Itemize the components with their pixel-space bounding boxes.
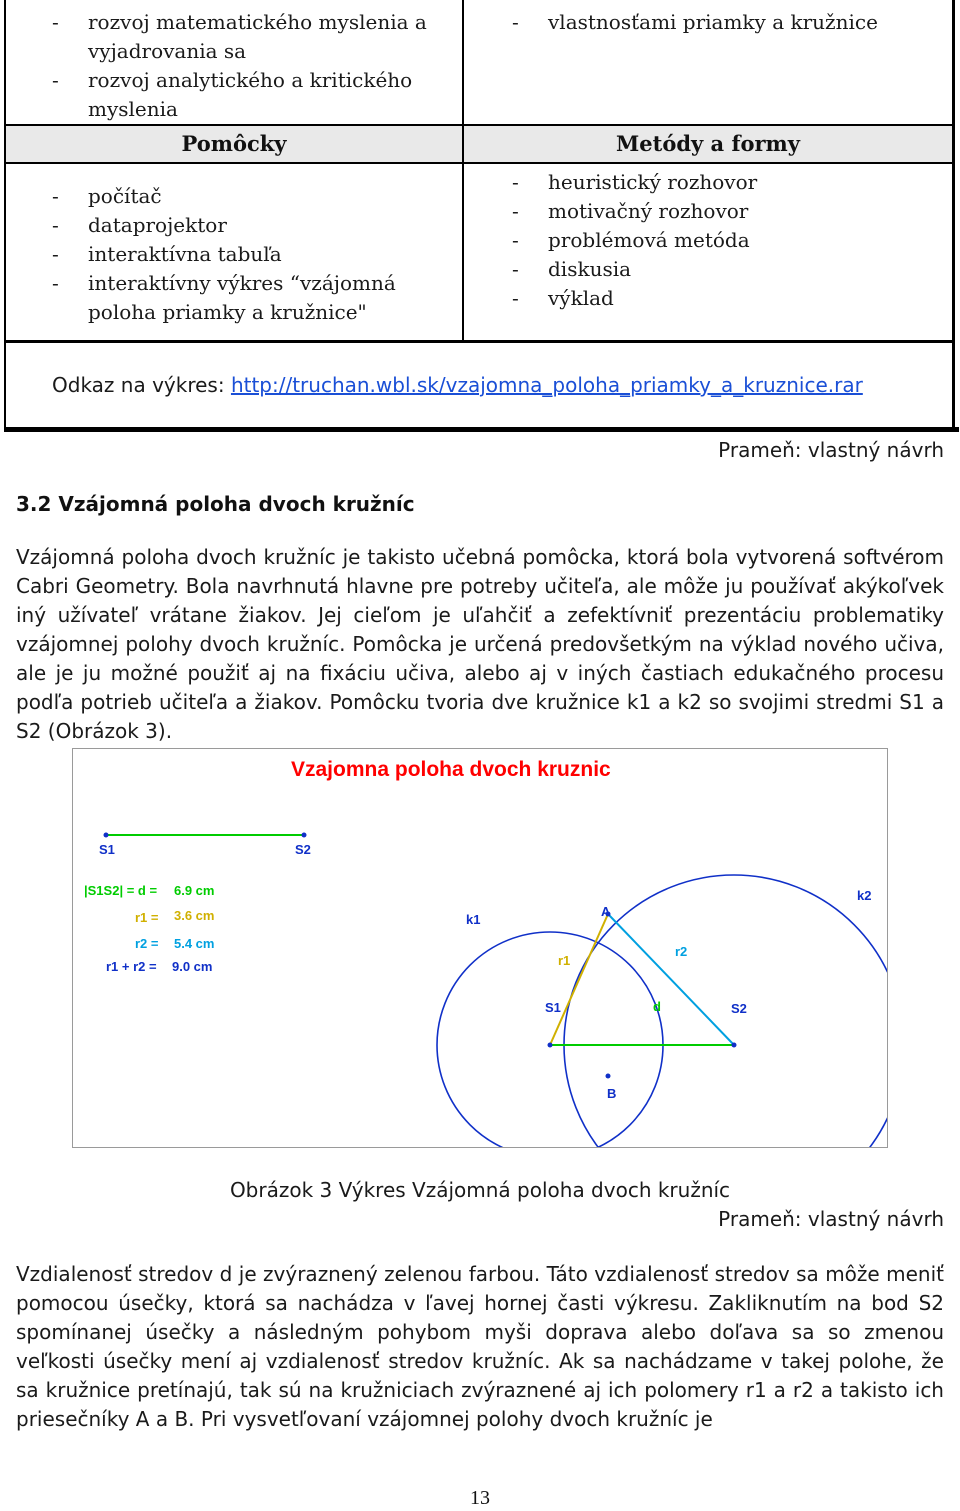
measure-sum-label: r1 + r2 = <box>106 959 157 974</box>
label-b: B <box>607 1086 617 1101</box>
label-k1: k1 <box>466 912 481 927</box>
measure-r1-label: r1 = <box>135 910 159 925</box>
measure-r1-value: 3.6 cm <box>174 908 215 923</box>
methods-table <box>4 0 957 432</box>
table-border-bottom <box>4 427 959 432</box>
methods-list <box>512 168 942 313</box>
label-s2: S2 <box>731 1001 747 1016</box>
point-s1 <box>548 1043 553 1048</box>
drawing-link[interactable]: http://truchan.wbl.sk/vzajomna_poloha_priamky_a_kruznice.rar <box>230 373 863 397</box>
label-d: d <box>653 999 661 1014</box>
list-item: - počítač <box>52 182 432 211</box>
circle-k1 <box>437 932 663 1147</box>
link-label: Odkaz na výkres: <box>52 373 231 397</box>
list-item: - výklad <box>512 284 942 313</box>
label-k2: k2 <box>857 888 872 903</box>
page-number: 13 <box>470 1487 490 1509</box>
figure-title: Vzajomna poloha dvoch kruznic <box>291 758 611 781</box>
segment-point-s2 <box>302 833 307 838</box>
table-row-line <box>4 340 955 343</box>
source-note-2: Prameň: vlastný návrh <box>718 1207 944 1231</box>
measure-r2-value: 5.4 cm <box>174 936 215 951</box>
list-item: - rozvoj matematického myslenia a vyjadrovania sa <box>52 8 452 66</box>
point-b <box>606 1074 611 1079</box>
measure-sum-value: 9.0 cm <box>172 959 213 974</box>
circle-k2 <box>564 875 887 1147</box>
label-s1-top: S1 <box>99 842 115 857</box>
source-note: Prameň: vlastný návrh <box>718 438 944 462</box>
list-item: - interaktívny výkres “vzájomná poloha priamky a kružnice" <box>52 269 432 327</box>
list-item: - diskusia <box>512 255 942 284</box>
measure-d-label: |S1S2| = d = <box>84 883 158 898</box>
radius-r1 <box>550 914 608 1045</box>
list-item: - interaktívna tabuľa <box>52 240 432 269</box>
table-row-line <box>4 162 955 164</box>
header-tools: Pomôcky <box>181 131 287 156</box>
body-paragraph-2: Vzdialenosť stredov d je zvýraznený zelenou farbou. Táto vzdialenosť stredov sa môže meniť pomocou úsečky, ktorá sa nachádza v ľavej hornej časti výkresu. Zakliknutím na bod S2 spomínanej úsečky a následným pohybom myši doprava alebo doľava sa so zmenou veľkosti úsečky mení aj vzdialenosť stredov kružníc. Ak sa nachádzame v takej polohe, že sa kružnice pretínajú, tak sú na kružniciach zvýraznené aj ich polomery r1 a r2 a takisto ich priesečníky A a B. Pri vysvetľovaní vzájomnej polohy dvoch kružníc je <box>16 1262 944 1431</box>
table-divider-vertical <box>462 0 464 342</box>
section-heading: 3.2 Vzájomná poloha dvoch kružníc <box>16 492 415 516</box>
label-s1: S1 <box>545 1000 561 1015</box>
label-r2: r2 <box>675 944 688 959</box>
measure-r2-label: r2 = <box>135 936 159 951</box>
drawing-link-row <box>52 373 863 397</box>
label-r1: r1 <box>558 953 571 968</box>
topic-list <box>512 8 942 37</box>
table-border-left <box>4 0 6 432</box>
list-item: - heuristický rozhovor <box>512 168 942 197</box>
label-a: A <box>601 904 611 919</box>
body-paragraph: Vzájomná poloha dvoch kružníc je takisto učebná pomôcka, ktorá bola vytvorená softvérom Cabri Geometry. Bola navrhnutá hlavne pre potreby učiteľa, ale môže ju používať akýkoľvek iný užívateľ vrátane žiakov. Jej cieľom je uľahčiť a zefektívniť prezentáciu problematiky vzájomnej polohy dvoch kružníc. Pomôcka je určená predovšetkým na výklad nového učiva, ale je ju možné použiť aj na fixáciu učiva, alebo aj v iných častiach edukačného procesu podľa potrieb učiteľa a žiakov. Pomôcku tvoria dve kružnice k1 a k2 so svojimi stredmi S1 a S2 (Obrázok 3). <box>16 545 944 743</box>
segment-point-s1 <box>104 833 109 838</box>
tools-list <box>52 182 432 327</box>
goals-list <box>52 8 452 124</box>
point-s2 <box>732 1043 737 1048</box>
geometry-figure <box>72 748 888 1148</box>
figure-caption: Obrázok 3 Výkres Vzájomná poloha dvoch kružníc <box>229 1178 731 1202</box>
measure-d-value: 6.9 cm <box>174 883 215 898</box>
list-item: - dataprojektor <box>52 211 432 240</box>
list-item: - vlastnosťami priamky a kružnice <box>512 8 942 37</box>
radius-r2 <box>608 914 734 1045</box>
list-item: - motivačný rozhovor <box>512 197 942 226</box>
list-item: - rozvoj analytického a kritického myslenia <box>52 66 452 124</box>
list-item: - problémová metóda <box>512 226 942 255</box>
table-border-right <box>952 0 955 432</box>
header-methods: Metódy a formy <box>616 131 800 156</box>
label-s2-top: S2 <box>295 842 311 857</box>
